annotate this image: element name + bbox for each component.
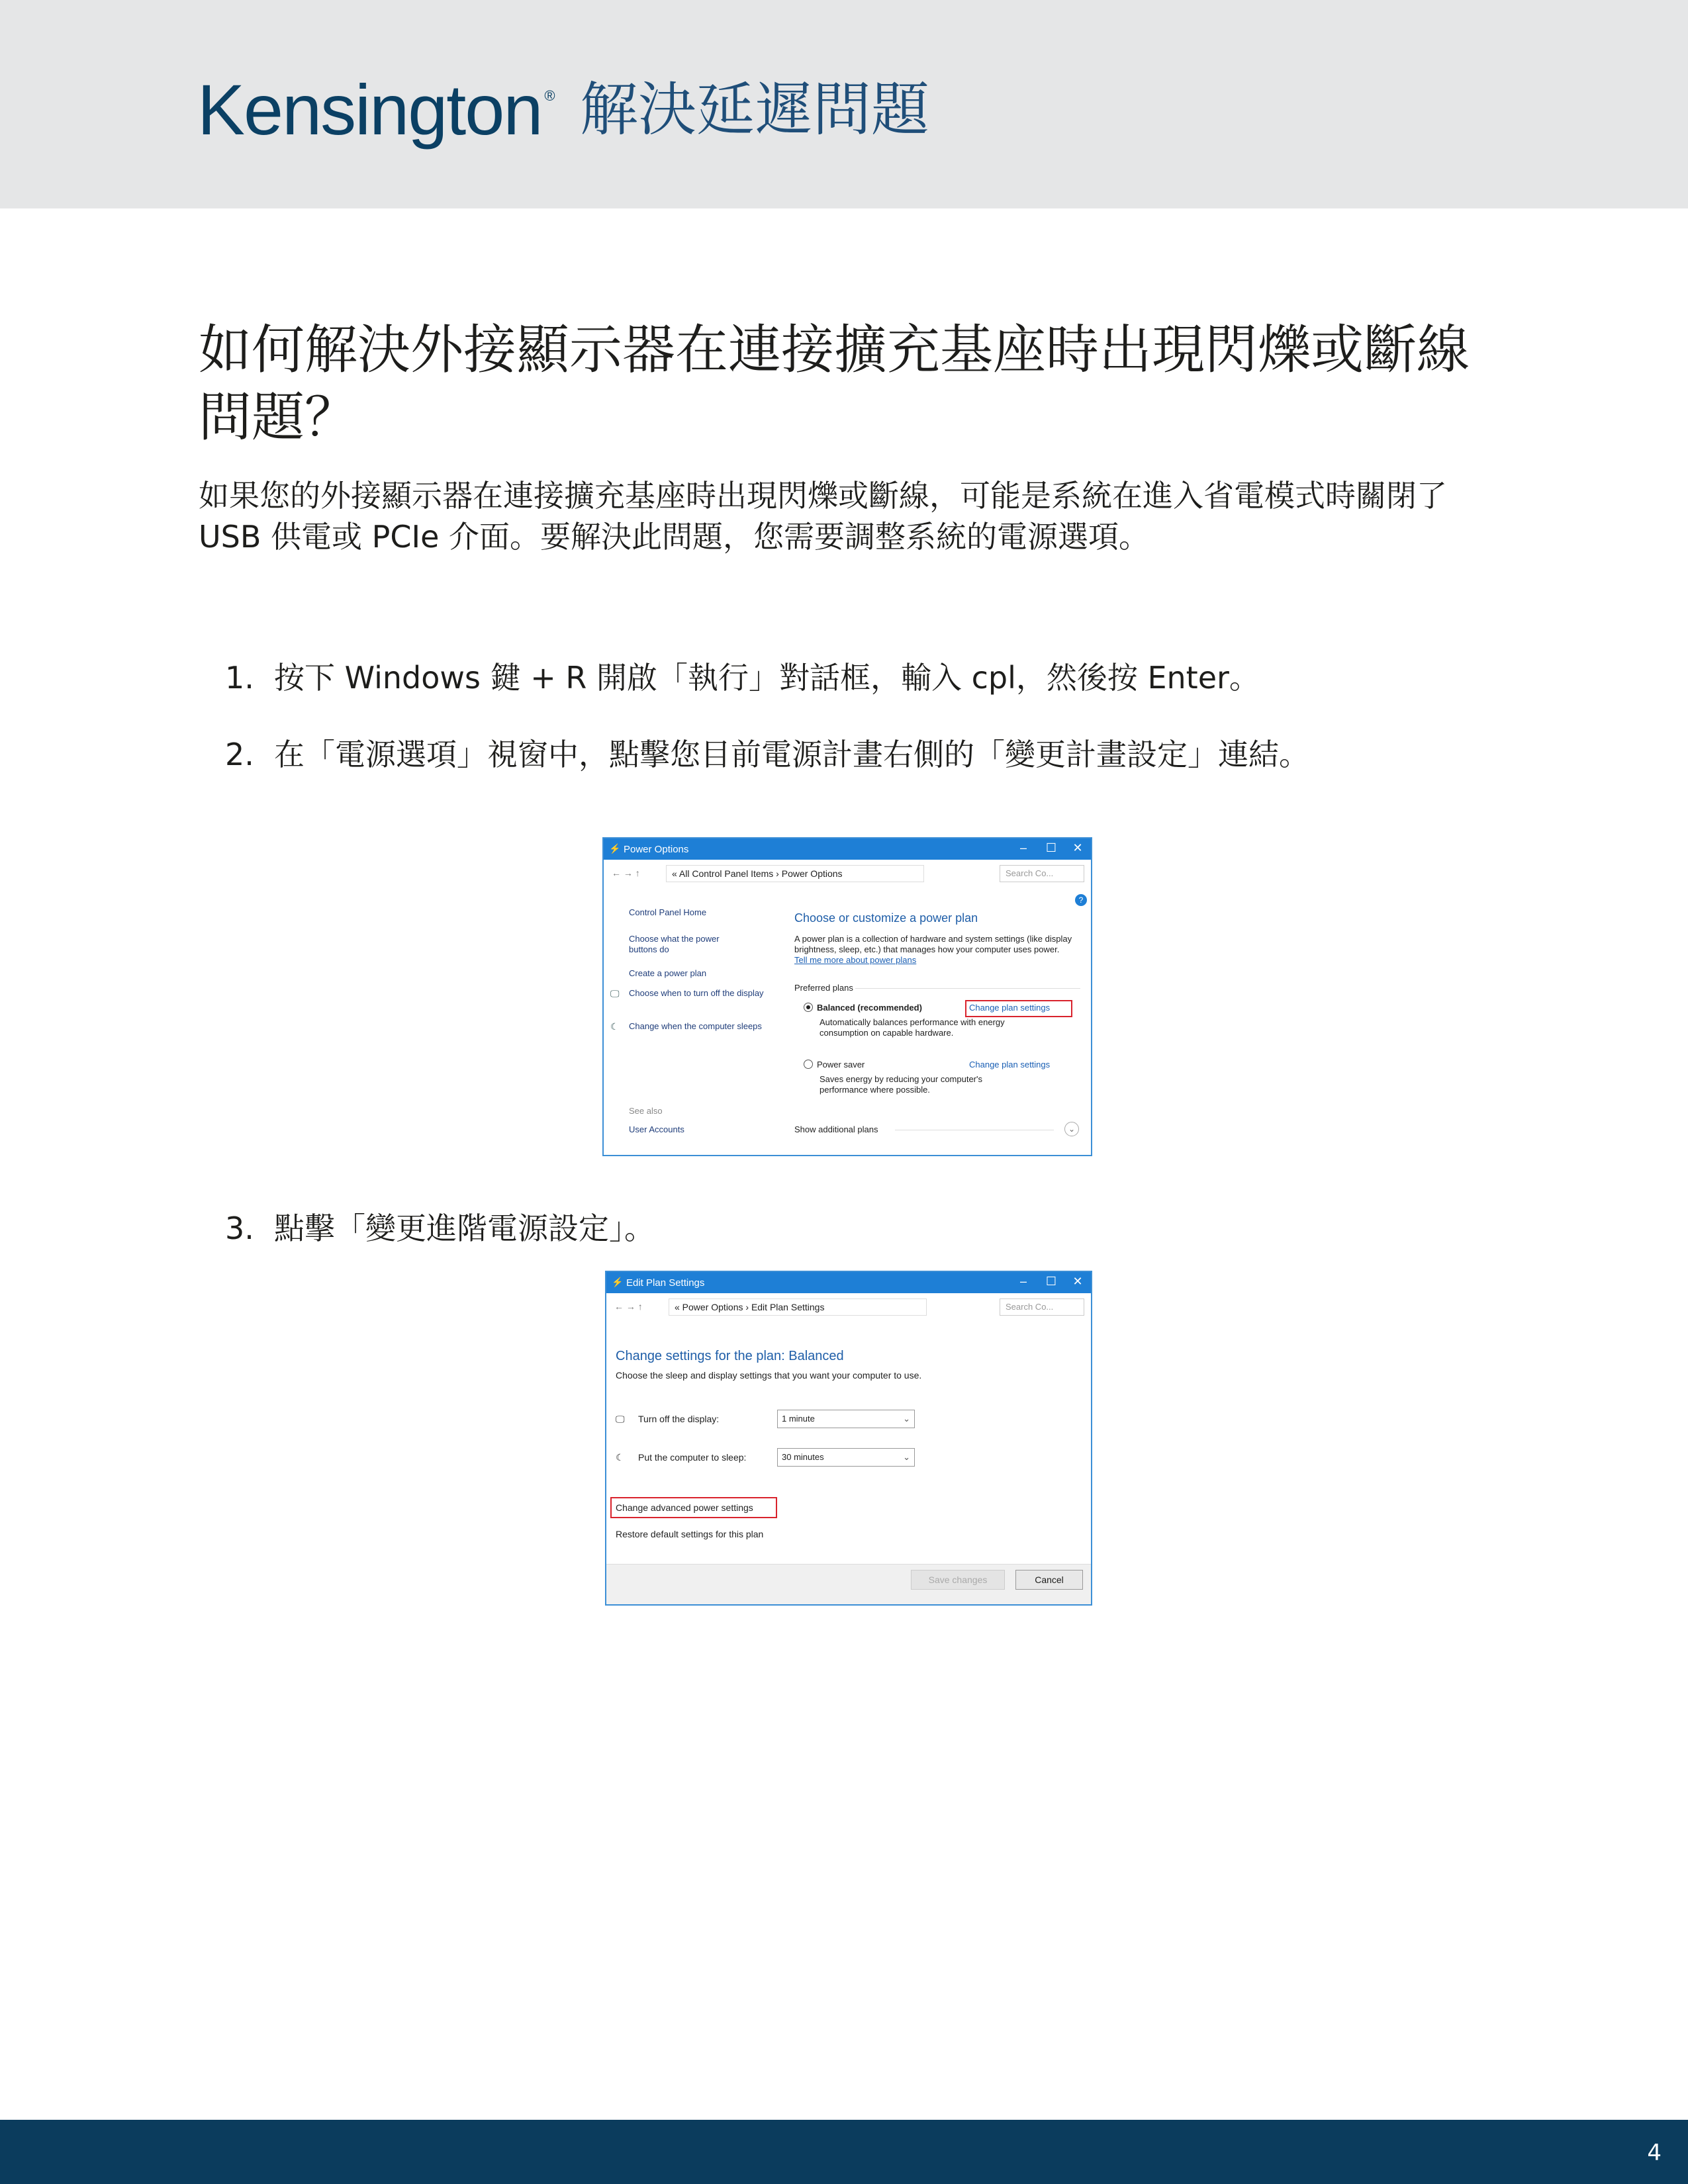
page-footer (0, 2120, 1688, 2184)
radio-empty-icon[interactable] (804, 1060, 813, 1069)
article-title: 如何解決外接顯示器在連接擴充基座時出現閃爍或斷線問題？ (199, 319, 1470, 448)
sidebar-item-display[interactable]: Choose when to turn off the display (629, 988, 764, 998)
change-plan-settings-saver-link[interactable]: Change plan settings (969, 1060, 1051, 1069)
change-plan-settings-balanced-link[interactable]: Change plan settings (969, 1003, 1051, 1013)
plan-description-text: A power plan is a collection of hardware and system settings (like display brightness, sleep, etc.) that manages how your computer uses power. (794, 934, 1072, 954)
edit-plan-subheading: Choose the sleep and display settings that you want your computer to use. (616, 1370, 922, 1381)
radio-selected-icon[interactable] (804, 1003, 813, 1012)
page-number: 4 (1647, 2140, 1662, 2166)
sleep-timeout-select[interactable] (777, 1448, 915, 1467)
minimize-icon[interactable]: – (1019, 841, 1027, 854)
plan-power-saver-name: Power saver (817, 1060, 865, 1069)
restore-defaults-link[interactable]: Restore default settings for this plan (616, 1529, 764, 1539)
moon-icon: ☾ (616, 1452, 624, 1463)
page-header (0, 0, 1688, 208)
registered-mark: ® (544, 87, 554, 104)
display-icon: 🖵 (616, 1414, 625, 1424)
chevron-down-icon: ⌄ (903, 1414, 910, 1424)
close-icon[interactable]: ✕ (1072, 1275, 1083, 1288)
search-input[interactable]: Search Co... (1000, 1298, 1084, 1316)
step-text: 點擊「變更進階電源設定」。 (274, 1210, 655, 1246)
minimize-icon[interactable]: – (1019, 1275, 1027, 1288)
maximize-icon[interactable]: ☐ (1045, 841, 1057, 854)
sidebar-item-create-plan[interactable]: Create a power plan (629, 968, 707, 978)
highlight-box (610, 1497, 777, 1518)
window-titlebar (606, 1272, 1091, 1293)
see-also-label: See also (629, 1106, 663, 1116)
display-icon: 🖵 (610, 988, 620, 999)
moon-icon: ☾ (610, 1021, 619, 1032)
header-title: 解決延遲問題 (580, 75, 930, 144)
close-icon[interactable]: ✕ (1072, 841, 1083, 854)
edit-plan-settings-screenshot (605, 1271, 1092, 1606)
sidebar-home-link[interactable]: Control Panel Home (629, 907, 707, 917)
step-text: 在「電源選項」視窗中，點擊您目前電源計畫右側的「變更計畫設定」連結。 (274, 737, 1309, 772)
sleep-timeout-value: 30 minutes (782, 1452, 824, 1462)
step-3 (225, 1208, 655, 1248)
save-button[interactable]: Save changes (911, 1570, 1005, 1590)
step-text: 按下 Windows 鍵 + R 開啟「執行」對話框，輸入 cpl，然後按 Enter。 (274, 660, 1260, 696)
address-bar (610, 1297, 1087, 1317)
highlight-box (965, 1000, 1072, 1017)
divider (855, 988, 1080, 989)
show-additional-plans[interactable]: Show additional plans (794, 1124, 878, 1134)
address-path[interactable]: « Power Options › Edit Plan Settings (669, 1298, 927, 1316)
sidebar-item-sleep[interactable]: Change when the computer sleeps (629, 1021, 762, 1031)
plan-description (794, 934, 1072, 966)
user-accounts-link[interactable]: User Accounts (629, 1124, 684, 1134)
step-number: 3. (225, 1210, 254, 1246)
edit-plan-heading: Change settings for the plan: Balanced (616, 1349, 844, 1363)
plan-balanced[interactable] (804, 1003, 922, 1013)
sidebar-item-power-buttons[interactable]: Choose what the power buttons do (629, 934, 720, 954)
chevron-down-icon: ⌄ (903, 1452, 910, 1462)
plan-balanced-desc: Automatically balances performance with energy consumption on capable hardware. (820, 1017, 1005, 1038)
sleep-label: Put the computer to sleep: (638, 1452, 747, 1463)
step-2 (225, 735, 1309, 774)
maximize-icon[interactable]: ☐ (1045, 1275, 1057, 1288)
plan-balanced-name: Balanced (recommended) (817, 1003, 922, 1013)
step-number: 2. (225, 737, 254, 772)
advanced-power-settings-link[interactable]: Change advanced power settings (616, 1502, 753, 1513)
power-options-screenshot (602, 837, 1092, 1156)
kensington-logo (197, 69, 554, 150)
navigation-arrows-icon[interactable]: ← → ↑ (612, 868, 640, 878)
step-number: 1. (225, 660, 254, 696)
power-options-icon: ⚡ (612, 1277, 624, 1287)
tell-me-more-link[interactable]: Tell me more about power plans (794, 955, 917, 965)
plan-power-saver-desc: Saves energy by reducing your computer's performance where possible. (820, 1074, 982, 1095)
window-titlebar (604, 839, 1091, 860)
step-1 (225, 658, 1260, 698)
address-path[interactable]: « All Control Panel Items › Power Options (666, 865, 924, 882)
address-bar (608, 864, 1087, 884)
intro-paragraph: 如果您的外接顯示器在連接擴充基座時出現閃爍或斷線，可能是系統在進入省電模式時關閉了 USB 供電或 PCIe 介面。要解決此問題，您需要調整系統的電源選項。 (199, 478, 1447, 555)
window-title: Edit Plan Settings (626, 1277, 705, 1289)
preferred-plans-label: Preferred plans (794, 983, 853, 993)
window-title: Power Options (624, 844, 689, 855)
plan-power-saver[interactable] (804, 1060, 865, 1070)
search-input[interactable]: Search Co... (1000, 865, 1084, 882)
display-label: Turn off the display: (638, 1414, 720, 1424)
help-icon[interactable]: ? (1075, 894, 1087, 906)
navigation-arrows-icon[interactable]: ← → ↑ (614, 1301, 643, 1312)
plan-heading: Choose or customize a power plan (794, 911, 978, 925)
display-timeout-select[interactable] (777, 1410, 915, 1428)
power-options-icon: ⚡ (609, 843, 621, 854)
display-timeout-value: 1 minute (782, 1414, 815, 1424)
brand-name: Kensington (197, 69, 542, 150)
cancel-button[interactable]: Cancel (1015, 1570, 1083, 1590)
chevron-down-icon[interactable]: ⌄ (1064, 1122, 1079, 1136)
